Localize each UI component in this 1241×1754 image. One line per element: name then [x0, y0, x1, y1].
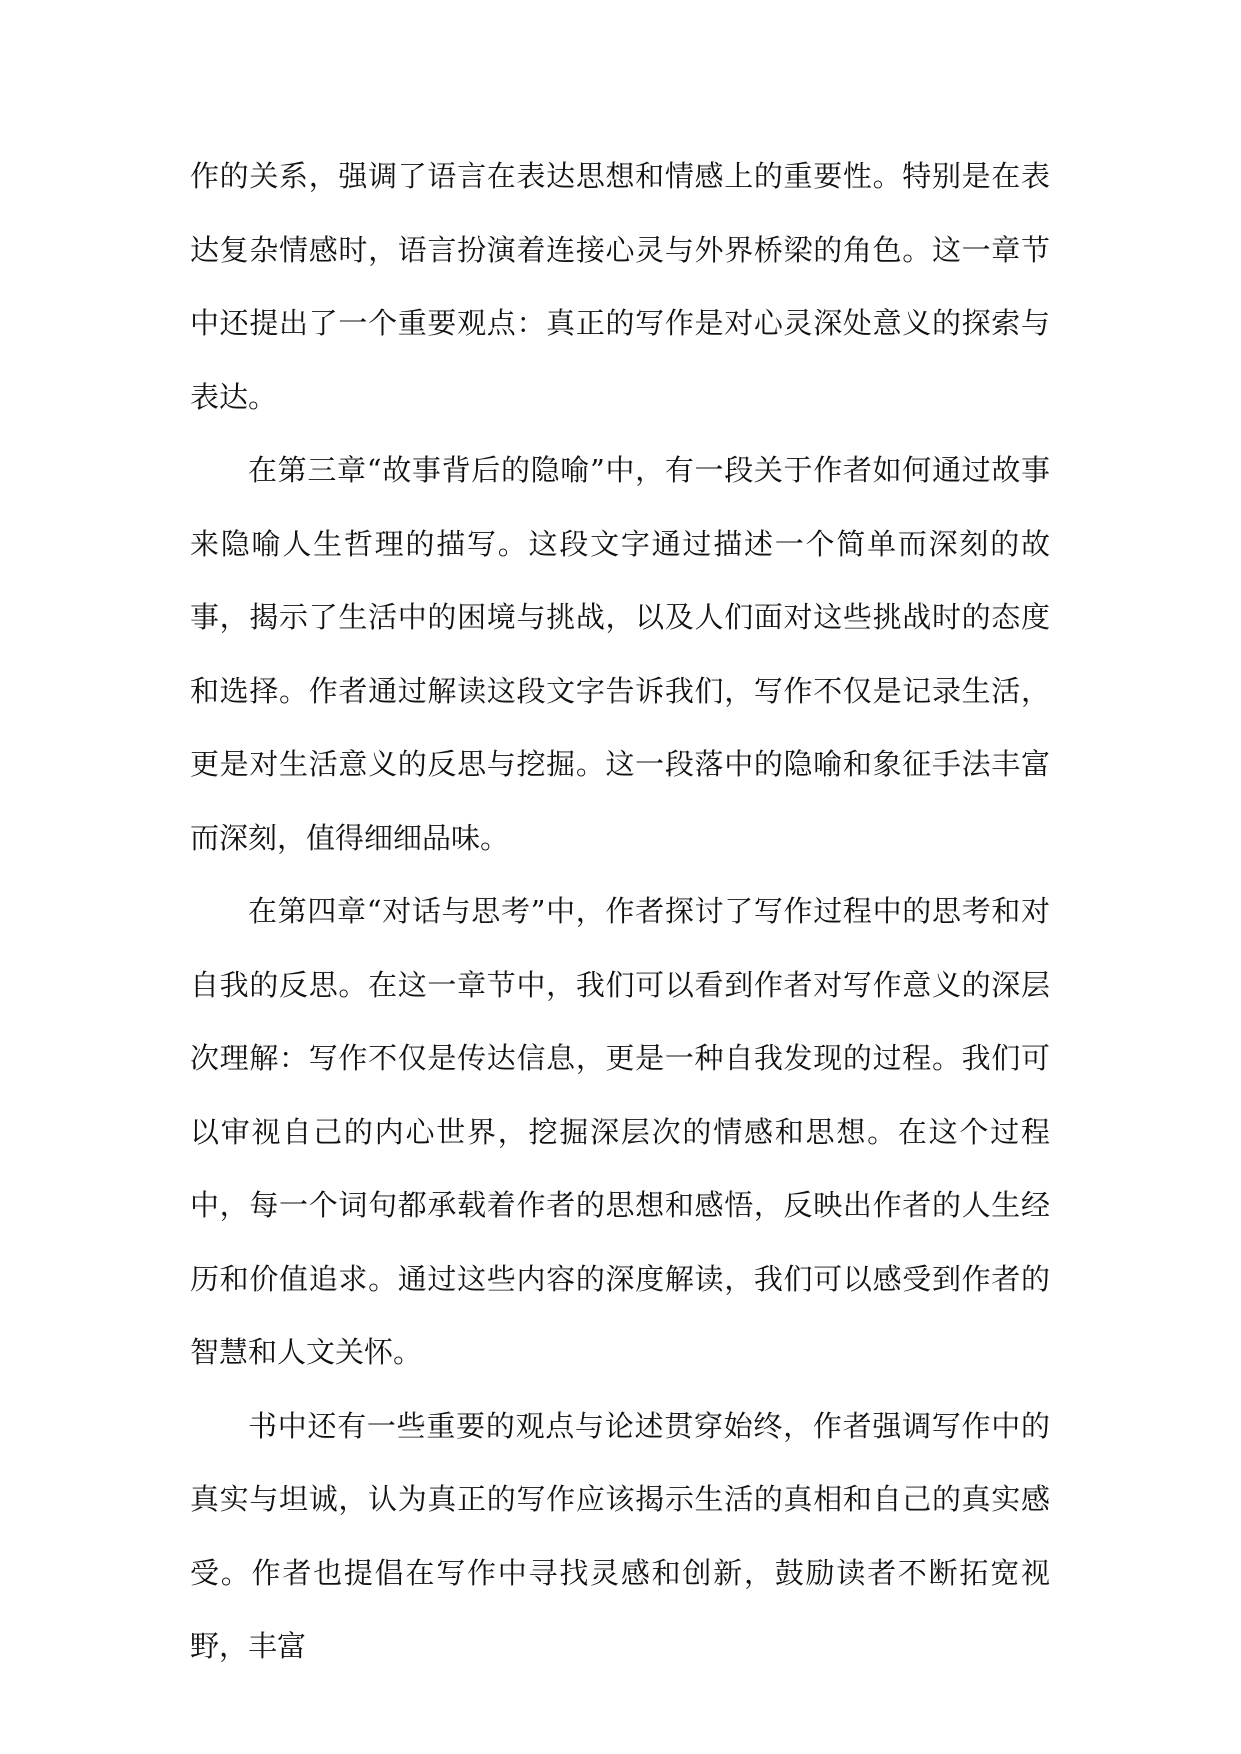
paragraph-1: 作的关系，强调了语言在表达思想和情感上的重要性。特别是在表达复杂情感时，语言扮演着连接心灵与外界桥梁的角色。这一章节中还提出了一个重要观点：真正的写作是对心灵深处意义的探索与表达。	[190, 159, 1050, 414]
paragraph-2: 在第三章“故事背后的隐喻”中，有一段关于作者如何通过故事来隐喻人生哲理的描写。这段文字通过描述一个简单而深刻的故事，揭示了生活中的困境与挑战，以及人们面对这些挑战时的态度和选择。作者通过解读这段文字告诉我们，写作不仅是记录生活，更是对生活意义的反思与挖掘。这一段落中的隐喻和象征手法丰富而深刻，值得细细品味。	[190, 453, 1050, 855]
document-body	[190, 140, 1050, 1684]
paragraph-3: 在第四章“对话与思考”中，作者探讨了写作过程中的思考和对自我的反思。在这一章节中，我们可以看到作者对写作意义的深层次理解：写作不仅是传达信息，更是一种自我发现的过程。我们可以审视自己的内心世界，挖掘深层次的情感和思想。在这个过程中，每一个词句都承载着作者的思想和感悟，反映出作者的人生经历和价值追求。通过这些内容的深度解读，我们可以感受到作者的智慧和人文关怀。	[190, 894, 1050, 1369]
paragraph-4: 书中还有一些重要的观点与论述贯穿始终，作者强调写作中的真实与坦诚，认为真正的写作应该揭示生活的真相和自己的真实感受。作者也提倡在写作中寻找灵感和创新，鼓励读者不断拓宽视野，丰富	[190, 1408, 1050, 1663]
